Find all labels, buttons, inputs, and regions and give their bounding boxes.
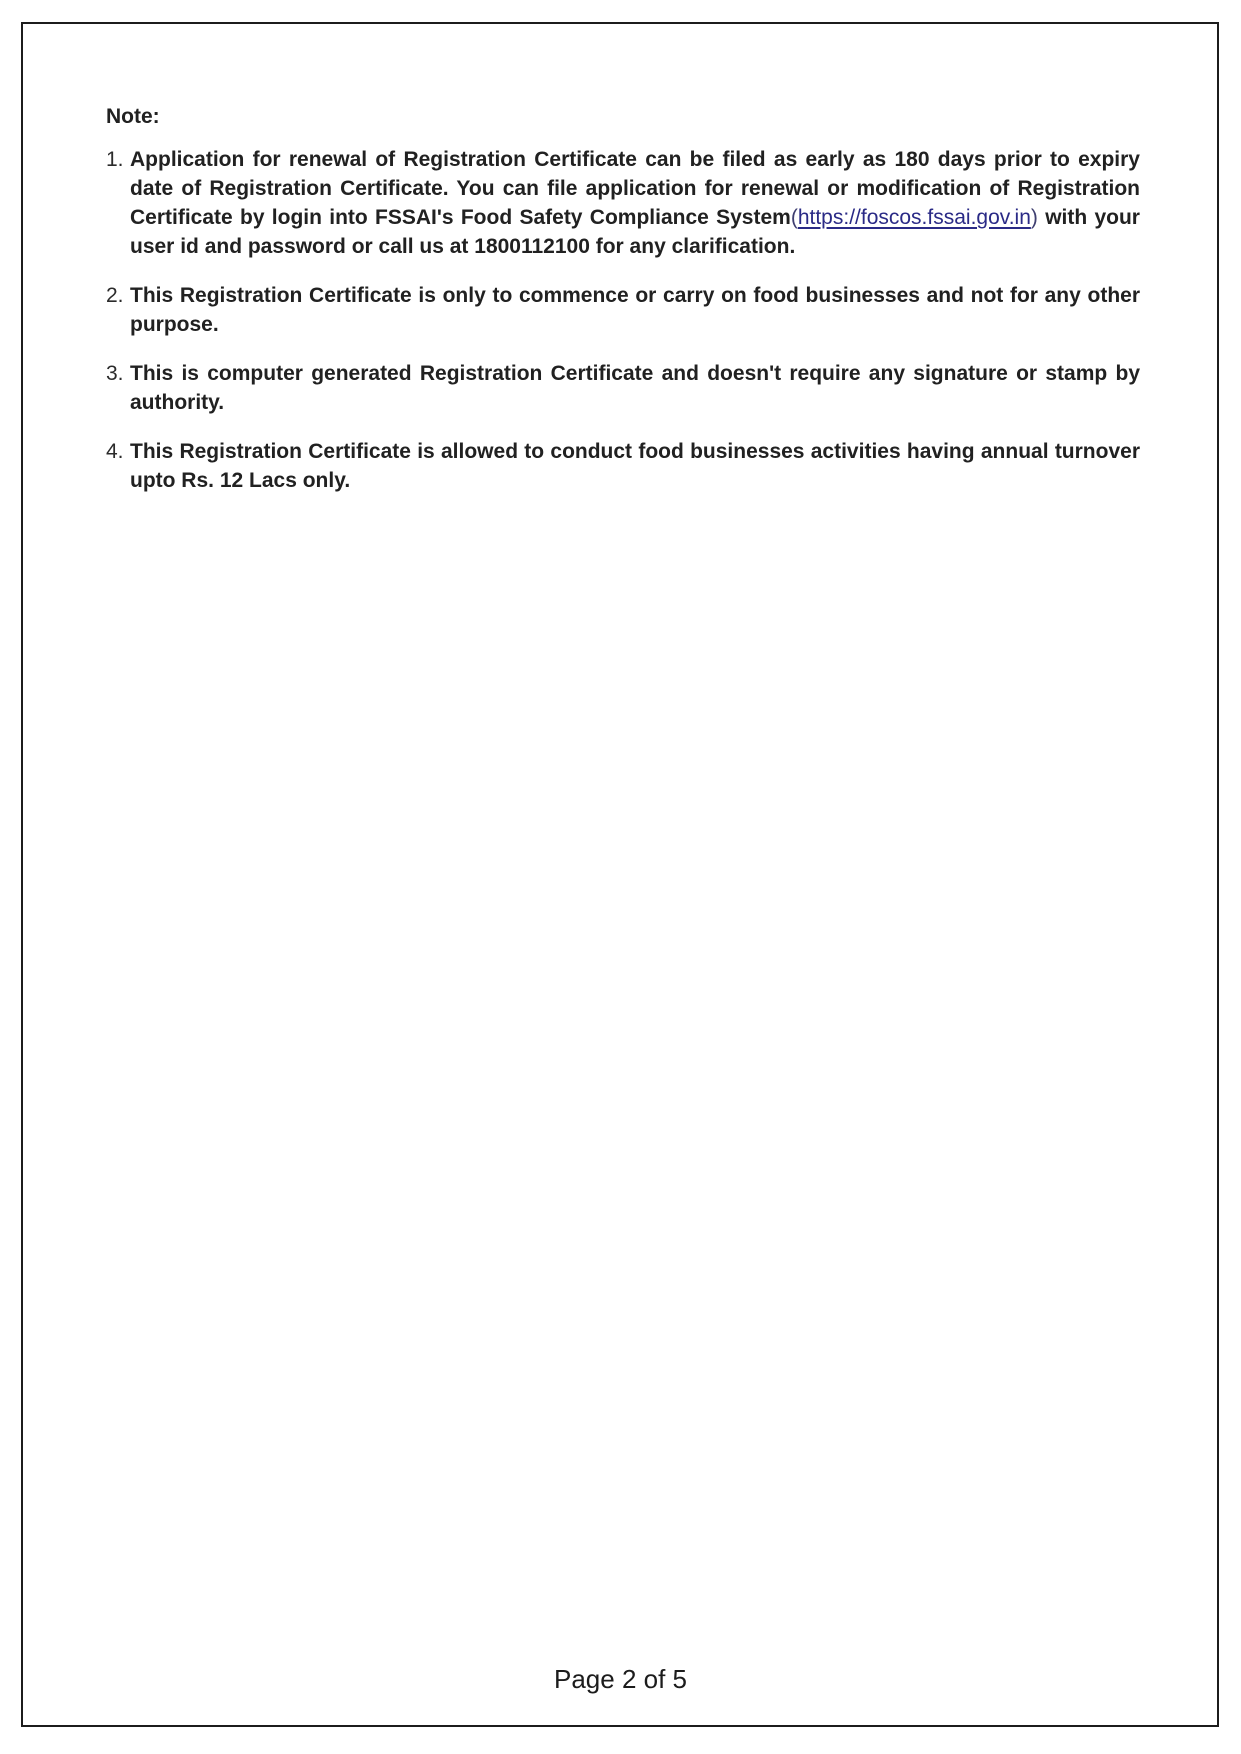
page-border [21,22,1219,1727]
list-item-number: 1. [106,148,124,171]
list-item [106,281,1140,339]
list-item-text [130,145,1140,261]
list-item [106,359,1140,417]
paren-open: ( [790,206,798,229]
note-list [106,145,1140,495]
list-item-number: 3. [106,362,124,385]
list-item-text: This Registration Certificate is allowed to conduct food businesses activities having annual turnover upto Rs. 12 Lacs only. [130,440,1140,492]
list-item-number: 4. [106,440,124,463]
list-item-text: This is computer generated Registration Certificate and doesn't require any signature or stamp by authority. [130,362,1140,414]
item-text-before-link: Application for renewal of Registration Certificate can be filed as early as 180 days prior to expiry date of Registration Certificate. You can file application for renewal or modification of Registration Certificate by login into FSSAI's Food Safety Compliance System [130,148,1140,229]
page-number: Page 2 of 5 [554,1664,687,1694]
note-section [106,102,1140,515]
note-heading: Note: [106,105,160,128]
list-item [106,437,1140,495]
item-text-after-link: with your user id and password or call us at 1800112100 for any clarification. [130,206,1140,258]
paren-close: ) [1030,206,1038,229]
list-item [106,145,1140,261]
list-item-number: 2. [106,284,124,307]
foscos-link[interactable]: https://foscos.fssai.gov.in [797,206,1031,229]
list-item-text: This Registration Certificate is only to commence or carry on food businesses and not for any other purpose. [130,284,1140,336]
